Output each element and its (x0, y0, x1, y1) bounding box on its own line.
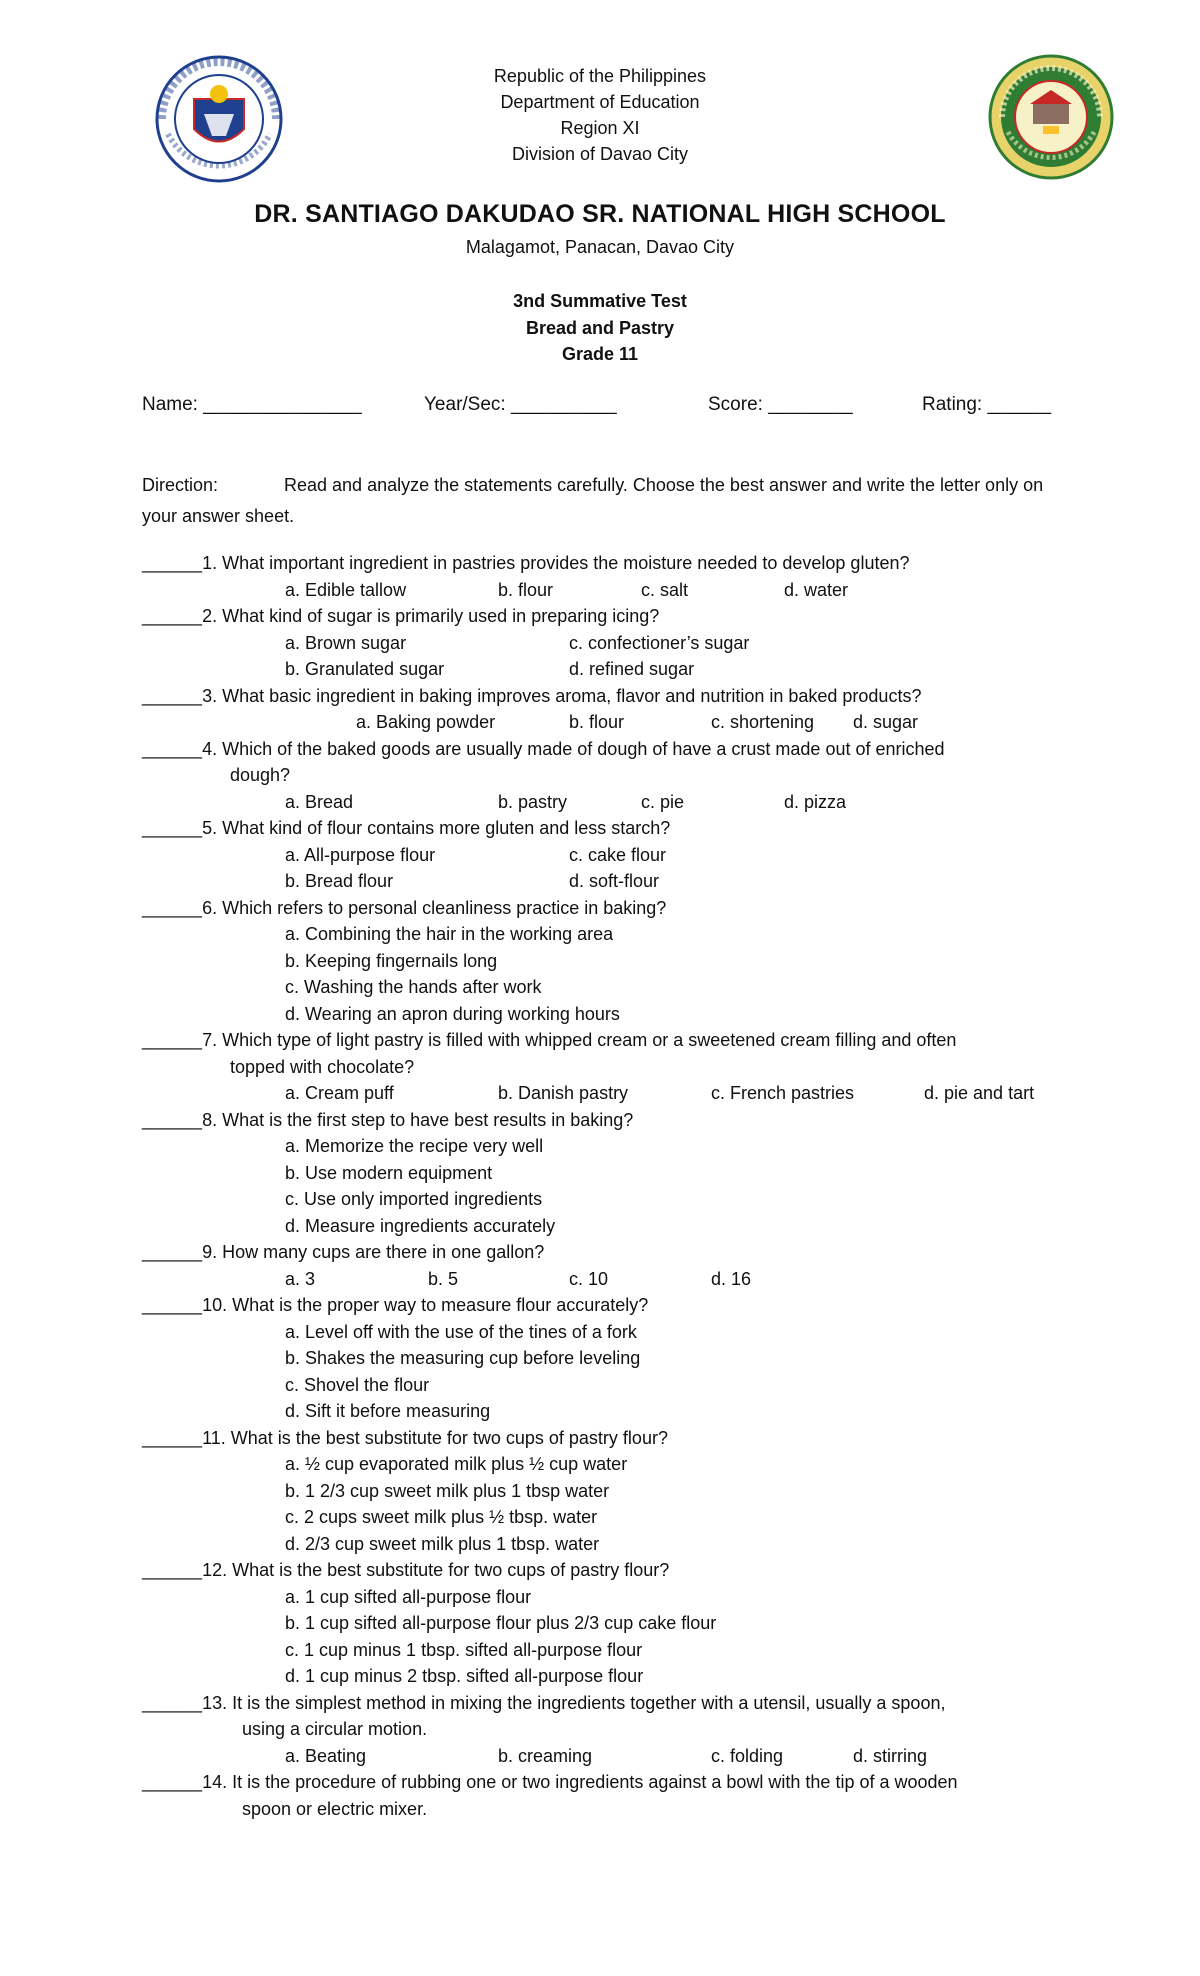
option-c: c. cake flour (569, 844, 667, 865)
test-title-block (0, 288, 1200, 368)
question-9-stem: ______9. How many cups are there in one gallon? (142, 1242, 545, 1262)
question-list (142, 550, 1082, 1822)
question-3-options (142, 709, 1082, 736)
option-c: c. folding (711, 1745, 784, 1766)
question-14-stem: ______14. It is the procedure of rubbing one or two ingredients against a bowl with the tip of a wooden (142, 1772, 958, 1792)
option-b: b. 5 (428, 1268, 459, 1289)
question-5-options-row1 (142, 842, 1082, 869)
question-12-option-c (142, 1637, 1082, 1664)
option-b: b. Shakes the measuring cup before leveling (285, 1348, 641, 1368)
question-7-options (142, 1080, 1082, 1107)
question-12-stem: ______12. What is the best substitute for two cups of pastry flour? (142, 1560, 670, 1580)
question-10-option-d (142, 1398, 1082, 1425)
question-8-option-b (142, 1160, 1082, 1187)
option-c: c. 2 cups sweet milk plus ½ tbsp. water (285, 1507, 598, 1527)
question-3-stem: ______3. What basic ingredient in baking improves aroma, flavor and nutrition in baked products? (142, 685, 922, 706)
option-a: a. ½ cup evaporated milk plus ½ cup water (285, 1454, 628, 1474)
option-a: a. Beating (285, 1745, 367, 1766)
option-d: d. pizza (784, 791, 847, 812)
option-d: d. refined sugar (569, 659, 695, 679)
option-d: d. Wearing an apron during working hours (285, 1003, 620, 1024)
option-b: b. Use modern equipment (285, 1162, 493, 1183)
question-9-options (142, 1266, 1082, 1293)
question-7-stem: ______7. Which type of light pastry is filled with whipped cream or a sweetened cream filling and often (142, 1030, 957, 1050)
question-10-option-a (142, 1319, 1082, 1346)
option-d: d. 2/3 cup sweet milk plus 1 tbsp. water (285, 1533, 600, 1554)
question-14-stem-cont: spoon or electric mixer. (242, 1798, 428, 1819)
name-field[interactable]: Name: _______________ (142, 394, 362, 415)
option-c: c. salt (641, 579, 689, 600)
header-republic: Republic of the Philippines (493, 66, 707, 86)
question-10-option-c (142, 1372, 1082, 1399)
question-7-stem-cont: topped with chocolate? (230, 1056, 415, 1077)
question-6-option-c (142, 974, 1082, 1001)
option-d: d. soft-flour (569, 871, 660, 891)
option-a: a. Cream puff (285, 1083, 394, 1103)
option-d: d. 1 cup minus 2 tbsp. sifted all-purpose flour (285, 1666, 644, 1686)
option-a: a. Memorize the recipe very well (285, 1136, 544, 1156)
question-11-option-c (142, 1504, 1082, 1531)
option-b: b. pastry (498, 791, 568, 812)
school-name: DR. SANTIAGO DAKUDAO SR. NATIONAL HIGH SCHOOL (254, 200, 946, 228)
question-5-stem: ______5. What kind of flour contains more gluten and less starch? (142, 818, 671, 838)
question-12-option-d (142, 1663, 1082, 1690)
question-6-option-b (142, 948, 1082, 975)
test-title: 3nd Summative Test (513, 291, 687, 311)
question-2-options-row2 (142, 656, 1082, 683)
option-a: a. 1 cup sifted all-purpose flour (285, 1586, 532, 1607)
option-d: d. pie and tart (924, 1083, 1035, 1103)
header-department: Department of Education (500, 92, 700, 112)
option-c: c. 10 (569, 1268, 609, 1289)
option-a: a. Level off with the use of the tines of a fork (285, 1321, 637, 1342)
question-10-stem: ______10. What is the proper way to measure flour accurately? (142, 1295, 649, 1315)
yearsec-field[interactable]: Year/Sec: __________ (424, 394, 617, 415)
header-division: Division of Davao City (511, 144, 689, 164)
question-5-options-row2 (142, 868, 1082, 895)
option-b: b. 1 cup sifted all-purpose flour plus 2/3 cup cake flour (285, 1613, 717, 1633)
option-c: c. Washing the hands after work (285, 977, 542, 997)
school-address: Malagamot, Panacan, Davao City (465, 237, 735, 257)
option-c: c. confectioner’s sugar (569, 632, 750, 653)
direction-label: Direction: (142, 475, 219, 495)
option-d: d. sugar (853, 712, 919, 732)
question-8-option-c (142, 1186, 1082, 1213)
score-field[interactable]: Score: ________ (708, 394, 853, 415)
option-c: c. 1 cup minus 1 tbsp. sifted all-purpose flour (285, 1639, 643, 1660)
question-13-stem-cont: using a circular motion. (242, 1719, 428, 1739)
option-b: b. Bread flour (285, 871, 394, 891)
option-b: b. 1 2/3 cup sweet milk plus 1 tbsp water (285, 1480, 610, 1501)
option-a: a. Combining the hair in the working area (285, 924, 614, 944)
question-1-stem: ______1. What important ingredient in pastries provides the moisture needed to develop gluten? (142, 553, 910, 573)
question-8-option-d (142, 1213, 1082, 1240)
question-11-option-a (142, 1451, 1082, 1478)
question-11-option-d (142, 1531, 1082, 1558)
question-6-stem: ______6. Which refers to personal cleanliness practice in baking? (142, 897, 667, 918)
question-4-options (142, 789, 1082, 816)
option-d: d. Sift it before measuring (285, 1401, 491, 1421)
question-8-option-a (142, 1133, 1082, 1160)
option-b: b. Granulated sugar (285, 659, 445, 679)
header-block (0, 63, 1200, 167)
test-subject: Bread and Pastry (525, 317, 675, 338)
option-a: a. Edible tallow (285, 579, 407, 600)
question-6-option-d (142, 1001, 1082, 1028)
option-b: b. creaming (498, 1745, 593, 1766)
option-a: a. All-purpose flour (285, 844, 436, 865)
question-2-stem: ______2. What kind of sugar is primarily used in preparing icing? (142, 606, 660, 626)
question-4-stem-cont: dough? (230, 765, 291, 785)
option-c: c. French pastries (711, 1083, 855, 1103)
question-11-option-b (142, 1478, 1082, 1505)
option-a: a. Brown sugar (285, 632, 407, 653)
rating-field[interactable]: Rating: ______ (922, 394, 1051, 415)
direction-block (142, 470, 1062, 532)
option-d: d. 16 (711, 1268, 752, 1289)
question-10-option-b (142, 1345, 1082, 1372)
question-12-option-b (142, 1610, 1082, 1637)
direction-text: Read and analyze the statements carefully. Choose the best answer and write the letter only on your answer sheet. (142, 475, 1044, 526)
option-b: b. flour (498, 579, 554, 600)
option-d: d. water (784, 579, 849, 600)
option-b: b. Danish pastry (498, 1083, 629, 1103)
option-a: a. Baking powder (356, 712, 496, 732)
question-4-stem: ______4. Which of the baked goods are usually made of dough of have a crust made out of enriched (142, 738, 945, 759)
question-8-stem: ______8. What is the first step to have best results in baking? (142, 1109, 634, 1130)
question-12-option-a (142, 1584, 1082, 1611)
question-13-options (142, 1743, 1082, 1770)
option-a: a. Bread (285, 791, 354, 812)
question-1-options (142, 577, 1082, 604)
option-c: c. Use only imported ingredients (285, 1189, 543, 1209)
option-c: c. Shovel the flour (285, 1374, 430, 1395)
option-c: c. shortening (711, 712, 815, 732)
option-b: b. Keeping fingernails long (285, 950, 498, 971)
option-c: c. pie (641, 791, 685, 812)
question-6-option-a (142, 921, 1082, 948)
option-b: b. flour (569, 712, 625, 732)
question-11-stem: ______11. What is the best substitute for two cups of pastry flour? (142, 1427, 668, 1448)
test-grade: Grade 11 (561, 344, 639, 364)
question-2-options-row1 (142, 630, 1082, 657)
question-13-stem: ______13. It is the simplest method in mixing the ingredients together with a utensil, usually a spoon, (142, 1692, 946, 1713)
option-d: d. stirring (853, 1745, 928, 1766)
header-region: Region XI (560, 118, 640, 138)
option-a: a. 3 (285, 1268, 316, 1289)
option-d: d. Measure ingredients accurately (285, 1215, 556, 1236)
